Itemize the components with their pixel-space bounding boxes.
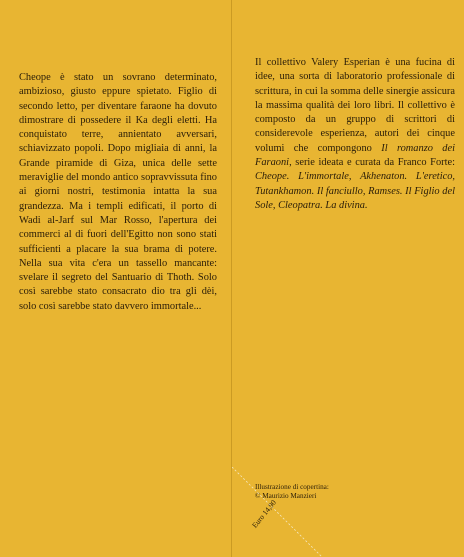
price-label: Euro 14,90 (250, 498, 278, 530)
credit-artist: © Maurizio Manzieri (255, 492, 317, 500)
front-flap (232, 0, 464, 557)
volume-list: Cheope. L'immortale, Akhenaton. L'eretico, Tutankhamon. Il fanciullo, Ramses. Il Figlio del Sole, Cleopatra. La divina. (255, 171, 455, 211)
series-title: Il romanzo dei Faraoni (255, 142, 455, 169)
synopsis-text: Cheope è stato un sovrano determinato, ambizioso, giusto eppure spietato. Figlio di secondo letto, per diventare faraone ha dovuto dimostrare di possedere il Ka degli eletti. Ha conquistato terre, annientato avversari, schiavizzato popoli. Dopo migliaia di anni, la Grande piramide di Giza, unica delle sette meraviglie del mondo antico sopravvissuta fino ai giorni nostri, testimonia intatta la sua grandezza. Ma i templi edificati, il porto di Wadi al-Jarf sul Mar Rosso, l'apertura dei commerci al di fuori dell'Egitto non sono stati sufficienti a placare la sua brama di potere. Nella sua vita c'era un tassello mancante: svelare il segreto del Santuario di Thoth. Solo così sarebbe stato consacrato dio tra gli dèi, solo così sarebbe stato davvero immortale... (19, 72, 217, 312)
author-collective-text (255, 56, 455, 213)
about-middle: , serie ideata e curata da Franco Forte: (289, 157, 455, 169)
about-intro: Il collettivo Valery Esperian è una fucina di idee, una sorta di laboratorio professionale di scrittura, in cui la somma delle sinergie assicura la massima qualità dei loro libri. Il collettivo è composto da un gruppo di scrittori di considerevole esperienza, autori dei cinque volumi che compongono (255, 57, 455, 154)
credit-label: Illustrazione di copertina: (255, 483, 329, 491)
